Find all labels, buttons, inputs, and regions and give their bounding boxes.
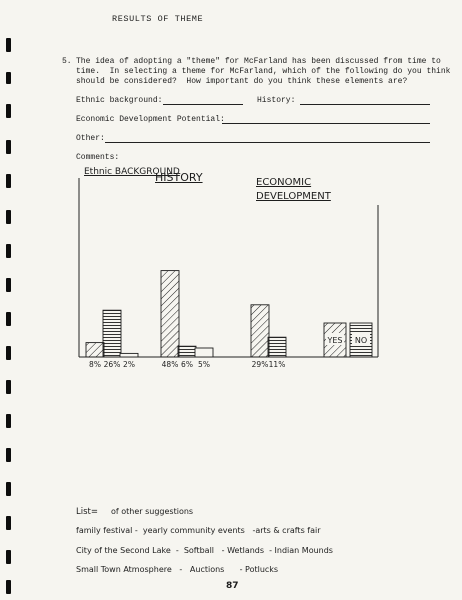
bar xyxy=(103,310,121,357)
bar-value-label: 11% xyxy=(268,360,286,369)
bar xyxy=(86,343,104,357)
bar xyxy=(195,348,213,357)
bar xyxy=(120,353,138,357)
bar-value-label: 6% xyxy=(181,360,193,369)
group-title-ethnic: Ethnic BACKGROUND xyxy=(84,167,180,177)
question-line: should be considered? How important do you think these elements are? xyxy=(76,77,408,86)
bar-value-label: 48% xyxy=(161,360,179,369)
list-subheading: of other suggestions xyxy=(111,507,194,516)
question-line: time. In selecting a theme for McFarland, which of the following do you think xyxy=(76,67,451,76)
bar xyxy=(268,337,286,357)
question-number: 5. xyxy=(62,57,72,66)
question-line: The idea of adopting a "theme" for McFarland has been discussed from time to xyxy=(76,57,441,66)
other-label: Other: xyxy=(76,134,105,143)
list-item: family festival - yearly community events -arts & crafts fair xyxy=(76,526,321,535)
list-item: Small Town Atmosphere - Auctions - Potlucks xyxy=(76,565,279,574)
bar-value-label: 8% xyxy=(89,360,101,369)
legend-label: YES xyxy=(327,336,343,345)
bar-value-label: 29% xyxy=(251,360,269,369)
bar-value-label: 5% xyxy=(198,360,210,369)
bar-value-label: 2% xyxy=(123,360,135,369)
legend-label: NO xyxy=(354,336,368,345)
list-heading: List= xyxy=(76,507,98,517)
bar-value-label: 26% xyxy=(103,360,121,369)
page-number: 87 xyxy=(226,581,239,591)
bar xyxy=(178,346,196,357)
group-title-history: HISTORY xyxy=(155,171,203,184)
group-title-economic: ECONOMIC DEVELOPMENT xyxy=(256,177,331,202)
list-item: City of the Second Lake - Softball - Wetlands - Indian Mounds xyxy=(76,546,333,555)
ethnic-label: Ethnic background: xyxy=(76,96,163,105)
economic-label: Economic Development Potential: xyxy=(76,115,225,124)
bar xyxy=(161,271,179,357)
history-label: History: xyxy=(257,96,296,105)
comments-label: Comments: xyxy=(76,153,120,162)
bar xyxy=(251,305,269,357)
page-title: RESULTS OF THEME xyxy=(112,14,204,24)
